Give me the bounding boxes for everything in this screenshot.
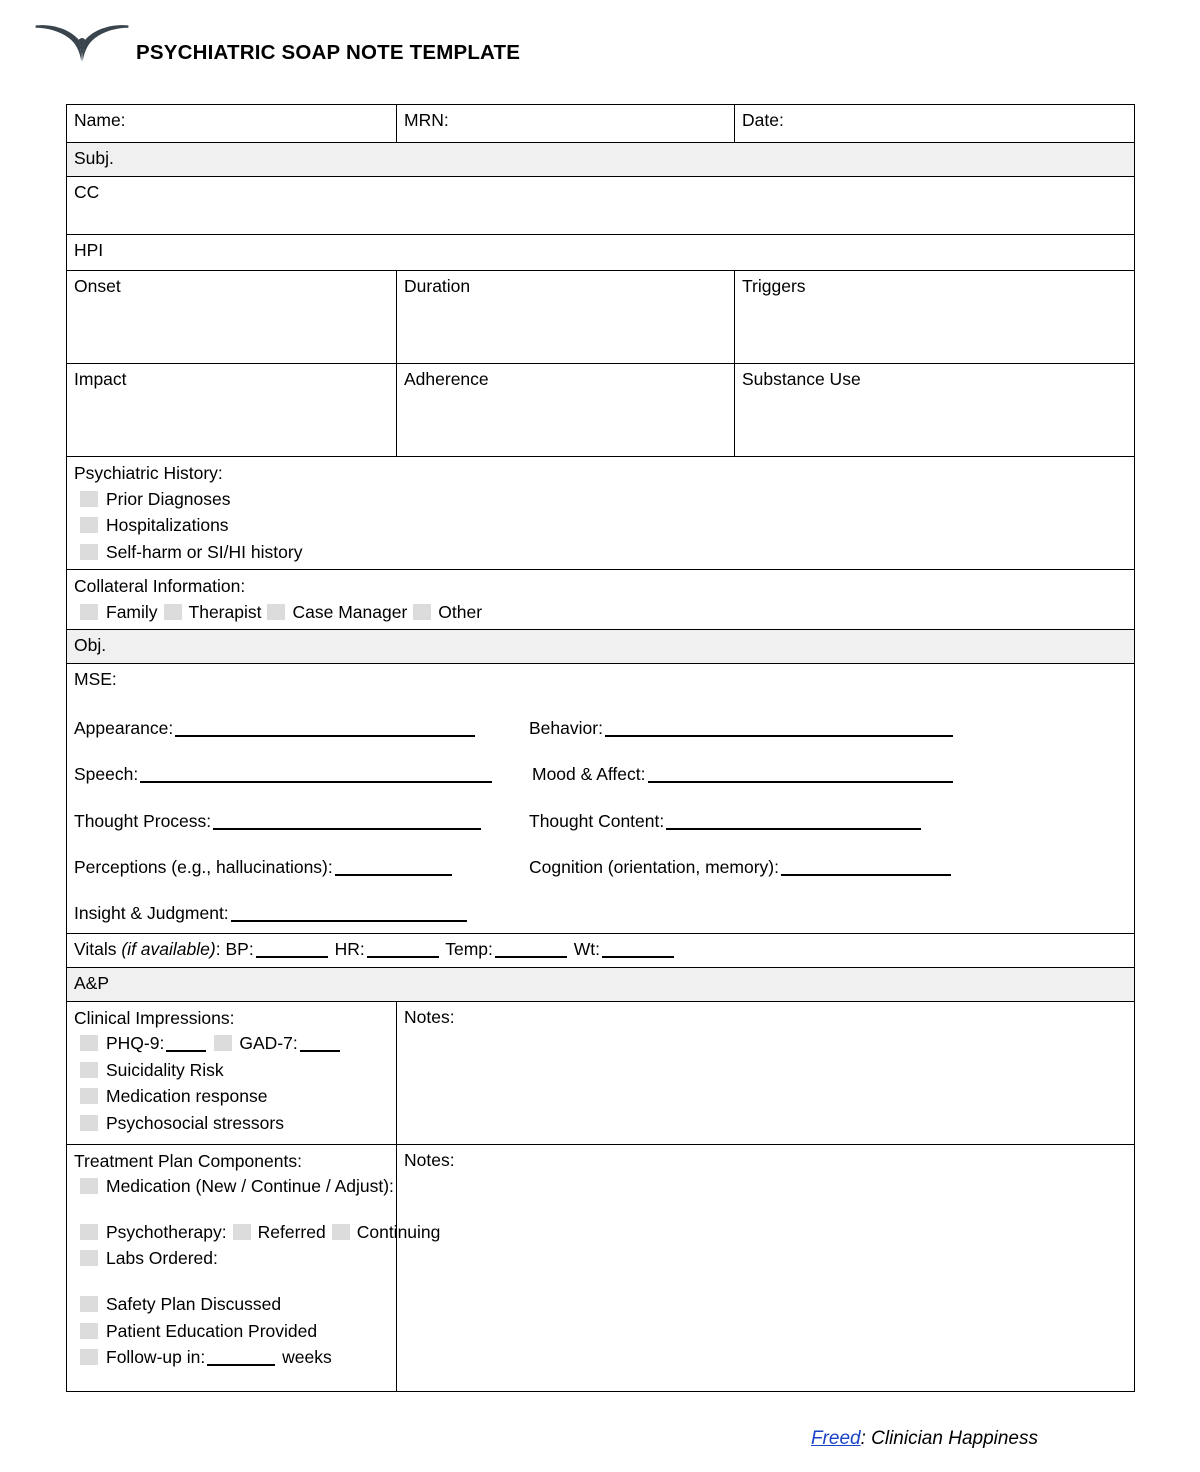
treatment-plan-label: Treatment Plan Components: bbox=[74, 1150, 302, 1171]
checkbox-phq9[interactable] bbox=[80, 1035, 98, 1051]
behavior-input-rule[interactable] bbox=[605, 735, 953, 737]
checkbox-row-hospitalizations[interactable] bbox=[74, 512, 1126, 539]
checkbox-hospitalizations[interactable] bbox=[80, 517, 98, 533]
clinical-impressions-cell bbox=[67, 1001, 397, 1144]
thought-process-label: Thought Process: bbox=[74, 810, 212, 831]
temp-input-rule[interactable] bbox=[495, 956, 567, 958]
followup-weeks-rule[interactable] bbox=[207, 1364, 275, 1366]
vitals-colon: : bbox=[215, 938, 221, 959]
hpi-grid-row-2 bbox=[67, 364, 1135, 457]
subjective-label: Subj. bbox=[67, 143, 1135, 177]
thought-content-label: Thought Content: bbox=[529, 810, 665, 831]
wt-input-rule[interactable] bbox=[602, 956, 674, 958]
checkbox-row-safety-plan[interactable] bbox=[74, 1291, 388, 1318]
label-family: Family bbox=[106, 601, 158, 622]
mood-affect-field[interactable] bbox=[529, 763, 1126, 785]
label-phq9: PHQ-9: bbox=[106, 1033, 165, 1054]
mse-field-row-1 bbox=[74, 717, 1126, 739]
label-followup-prefix: Follow-up in: bbox=[106, 1347, 206, 1368]
label-prior-diagnoses: Prior Diagnoses bbox=[106, 488, 231, 509]
notes-label-plan: Notes: bbox=[404, 1149, 455, 1170]
checkbox-safety-plan[interactable] bbox=[80, 1296, 98, 1312]
checkbox-case-manager[interactable] bbox=[267, 604, 285, 620]
label-gad7: GAD-7: bbox=[239, 1033, 298, 1054]
psychiatric-history-row bbox=[67, 457, 1135, 570]
checkbox-self-harm[interactable] bbox=[80, 544, 98, 560]
section-header-assessment-plan bbox=[67, 967, 1135, 1001]
thought-content-field[interactable] bbox=[529, 810, 1126, 832]
document-footer bbox=[66, 1428, 1134, 1450]
mse-field-row-5 bbox=[74, 902, 1126, 924]
label-suicidality-risk: Suicidality Risk bbox=[106, 1059, 224, 1080]
phq9-score-rule[interactable] bbox=[166, 1050, 206, 1052]
label-safety-plan: Safety Plan Discussed bbox=[106, 1294, 282, 1314]
hpi-grid-row-1 bbox=[67, 271, 1135, 364]
cognition-field[interactable] bbox=[529, 856, 1126, 878]
psychiatric-history-cell bbox=[67, 457, 1135, 570]
speech-field[interactable] bbox=[74, 763, 529, 785]
spacer-1 bbox=[74, 1200, 388, 1219]
soap-note-form bbox=[66, 104, 1134, 1392]
document-header bbox=[0, 0, 1200, 92]
clinical-impressions-notes[interactable] bbox=[397, 1001, 1135, 1144]
label-continuing: Continuing bbox=[356, 1221, 441, 1242]
checkbox-row-medication-response[interactable] bbox=[74, 1083, 388, 1110]
spacer-2 bbox=[74, 1272, 388, 1291]
checkbox-row-self-harm[interactable] bbox=[74, 539, 1126, 566]
checkbox-continuing[interactable] bbox=[332, 1224, 350, 1240]
label-psychosocial-stressors: Psychosocial stressors bbox=[106, 1113, 284, 1133]
checkbox-patient-education[interactable] bbox=[80, 1323, 98, 1339]
checkbox-referred[interactable] bbox=[233, 1224, 251, 1240]
checkbox-row-followup[interactable] bbox=[74, 1344, 388, 1371]
checkbox-row-medication[interactable] bbox=[74, 1173, 394, 1200]
checkbox-therapist[interactable] bbox=[164, 604, 182, 620]
patient-identifiers-row bbox=[67, 105, 1135, 143]
mse-field-row-4 bbox=[74, 856, 1126, 878]
mse-cell bbox=[67, 664, 1135, 933]
checkbox-row-labs[interactable] bbox=[74, 1245, 388, 1272]
checkbox-followup[interactable] bbox=[80, 1349, 98, 1365]
treatment-plan-row bbox=[67, 1144, 1135, 1391]
hpi-row bbox=[67, 235, 1135, 271]
cognition-input-rule[interactable] bbox=[781, 874, 951, 876]
checkbox-labs-ordered[interactable] bbox=[80, 1250, 98, 1266]
collateral-information-cell bbox=[67, 570, 1135, 630]
vitals-qualifier: (if available) bbox=[121, 938, 216, 959]
appearance-label: Appearance: bbox=[74, 717, 174, 738]
clinical-impressions-label: Clinical Impressions: bbox=[74, 1007, 235, 1028]
checkbox-other[interactable] bbox=[413, 604, 431, 620]
clinical-impressions-row bbox=[67, 1001, 1135, 1144]
mse-label: MSE: bbox=[74, 669, 117, 690]
label-labs-ordered: Labs Ordered: bbox=[106, 1248, 218, 1269]
hr-input-rule[interactable] bbox=[367, 956, 439, 958]
substance-use-field[interactable]: Substance Use bbox=[735, 364, 1135, 457]
collateral-options[interactable] bbox=[74, 599, 1126, 626]
vitals-label: Vitals bbox=[74, 938, 117, 959]
checkbox-suicidality-risk[interactable] bbox=[80, 1062, 98, 1078]
thought-process-field[interactable] bbox=[74, 810, 529, 832]
treatment-plan-notes[interactable] bbox=[397, 1144, 1135, 1391]
hr-label: HR: bbox=[334, 938, 365, 959]
insight-judgment-field[interactable] bbox=[74, 902, 529, 924]
collateral-label: Collateral Information: bbox=[74, 576, 246, 597]
date-field[interactable]: Date: bbox=[735, 105, 1135, 143]
behavior-field[interactable] bbox=[529, 717, 1126, 739]
label-patient-education: Patient Education Provided bbox=[106, 1320, 318, 1341]
section-header-objective bbox=[67, 630, 1135, 664]
checkbox-row-psychotherapy[interactable] bbox=[74, 1219, 441, 1246]
thought-content-input-rule[interactable] bbox=[666, 828, 921, 830]
assessment-plan-label: A&P bbox=[67, 967, 1135, 1001]
perceptions-input-rule[interactable] bbox=[335, 874, 452, 876]
label-followup-suffix: weeks bbox=[282, 1347, 332, 1368]
label-self-harm: Self-harm or SI/HI history bbox=[106, 541, 303, 562]
hpi-label: HPI bbox=[67, 235, 1135, 271]
checkbox-family[interactable] bbox=[80, 604, 98, 620]
insight-judgment-input-rule[interactable] bbox=[231, 920, 467, 922]
label-referred: Referred bbox=[257, 1221, 326, 1242]
vitals-row bbox=[67, 933, 1135, 967]
checkbox-row-psychosocial[interactable] bbox=[74, 1110, 388, 1137]
triggers-field[interactable]: Triggers bbox=[735, 271, 1135, 364]
gad7-score-rule[interactable] bbox=[300, 1050, 340, 1052]
label-medication-response: Medication response bbox=[106, 1086, 268, 1107]
adherence-field[interactable]: Adherence bbox=[397, 364, 735, 457]
label-medication: Medication (New / Continue / Adjust): bbox=[106, 1176, 394, 1197]
behavior-label: Behavior: bbox=[529, 717, 603, 738]
mood-affect-input-rule[interactable] bbox=[648, 781, 953, 783]
wt-label: Wt: bbox=[573, 938, 601, 959]
objective-label: Obj. bbox=[67, 630, 1135, 664]
vitals-line[interactable] bbox=[74, 939, 676, 959]
name-field[interactable]: Name: bbox=[67, 105, 397, 143]
label-psychotherapy: Psychotherapy: bbox=[106, 1221, 227, 1242]
appearance-field[interactable] bbox=[74, 717, 529, 739]
cognition-label: Cognition (orientation, memory): bbox=[529, 856, 779, 877]
label-case-manager: Case Manager bbox=[292, 601, 408, 622]
perceptions-field[interactable] bbox=[74, 856, 529, 878]
notes-label-impressions: Notes: bbox=[404, 1006, 455, 1027]
appearance-input-rule[interactable] bbox=[175, 735, 475, 737]
collateral-information-row bbox=[67, 570, 1135, 630]
label-therapist: Therapist bbox=[188, 601, 262, 622]
score-row[interactable] bbox=[74, 1030, 388, 1057]
checkbox-row-suicidality[interactable] bbox=[74, 1057, 388, 1084]
freed-brand-link[interactable]: Freed bbox=[810, 1428, 861, 1449]
label-hospitalizations: Hospitalizations bbox=[106, 515, 229, 536]
speech-label: Speech: bbox=[74, 764, 139, 785]
impact-field[interactable]: Impact bbox=[67, 364, 397, 457]
vitals-cell bbox=[67, 933, 1135, 967]
footer-tagline: : Clinician Happiness bbox=[860, 1428, 1038, 1449]
insight-judgment-label: Insight & Judgment: bbox=[74, 903, 229, 924]
psychiatric-history-label: Psychiatric History: bbox=[74, 463, 223, 483]
page-title: PSYCHIATRIC SOAP NOTE TEMPLATE bbox=[136, 41, 521, 64]
checkbox-medication[interactable] bbox=[80, 1178, 98, 1194]
label-other: Other bbox=[438, 601, 483, 622]
speech-input-rule[interactable] bbox=[140, 781, 492, 783]
thought-process-input-rule[interactable] bbox=[213, 828, 481, 830]
cc-field[interactable]: CC bbox=[67, 177, 1135, 235]
perceptions-label: Perceptions (e.g., hallucinations): bbox=[74, 856, 333, 877]
temp-label: Temp: bbox=[445, 938, 493, 959]
mrn-field[interactable]: MRN: bbox=[397, 105, 735, 143]
checkbox-row-prior-diagnoses[interactable] bbox=[74, 486, 1126, 513]
checkbox-psychotherapy[interactable] bbox=[80, 1224, 98, 1240]
chief-complaint-row bbox=[67, 177, 1135, 235]
checkbox-psychosocial-stressors[interactable] bbox=[80, 1115, 98, 1131]
bp-input-rule[interactable] bbox=[256, 956, 328, 958]
mood-affect-label: Mood & Affect: bbox=[532, 764, 646, 785]
checkbox-row-patient-education[interactable] bbox=[74, 1318, 388, 1345]
checkbox-medication-response[interactable] bbox=[80, 1088, 98, 1104]
freed-wings-logo-icon bbox=[34, 19, 130, 67]
onset-field[interactable]: Onset bbox=[67, 271, 397, 364]
duration-field[interactable]: Duration bbox=[397, 271, 735, 364]
checkbox-prior-diagnoses[interactable] bbox=[80, 491, 98, 507]
mse-row bbox=[67, 664, 1135, 933]
checkbox-gad7[interactable] bbox=[214, 1035, 232, 1051]
mse-field-row-3 bbox=[74, 810, 1126, 832]
mse-field-row-2 bbox=[74, 763, 1126, 785]
section-header-subjective bbox=[67, 143, 1135, 177]
bp-label: BP: bbox=[225, 938, 254, 959]
